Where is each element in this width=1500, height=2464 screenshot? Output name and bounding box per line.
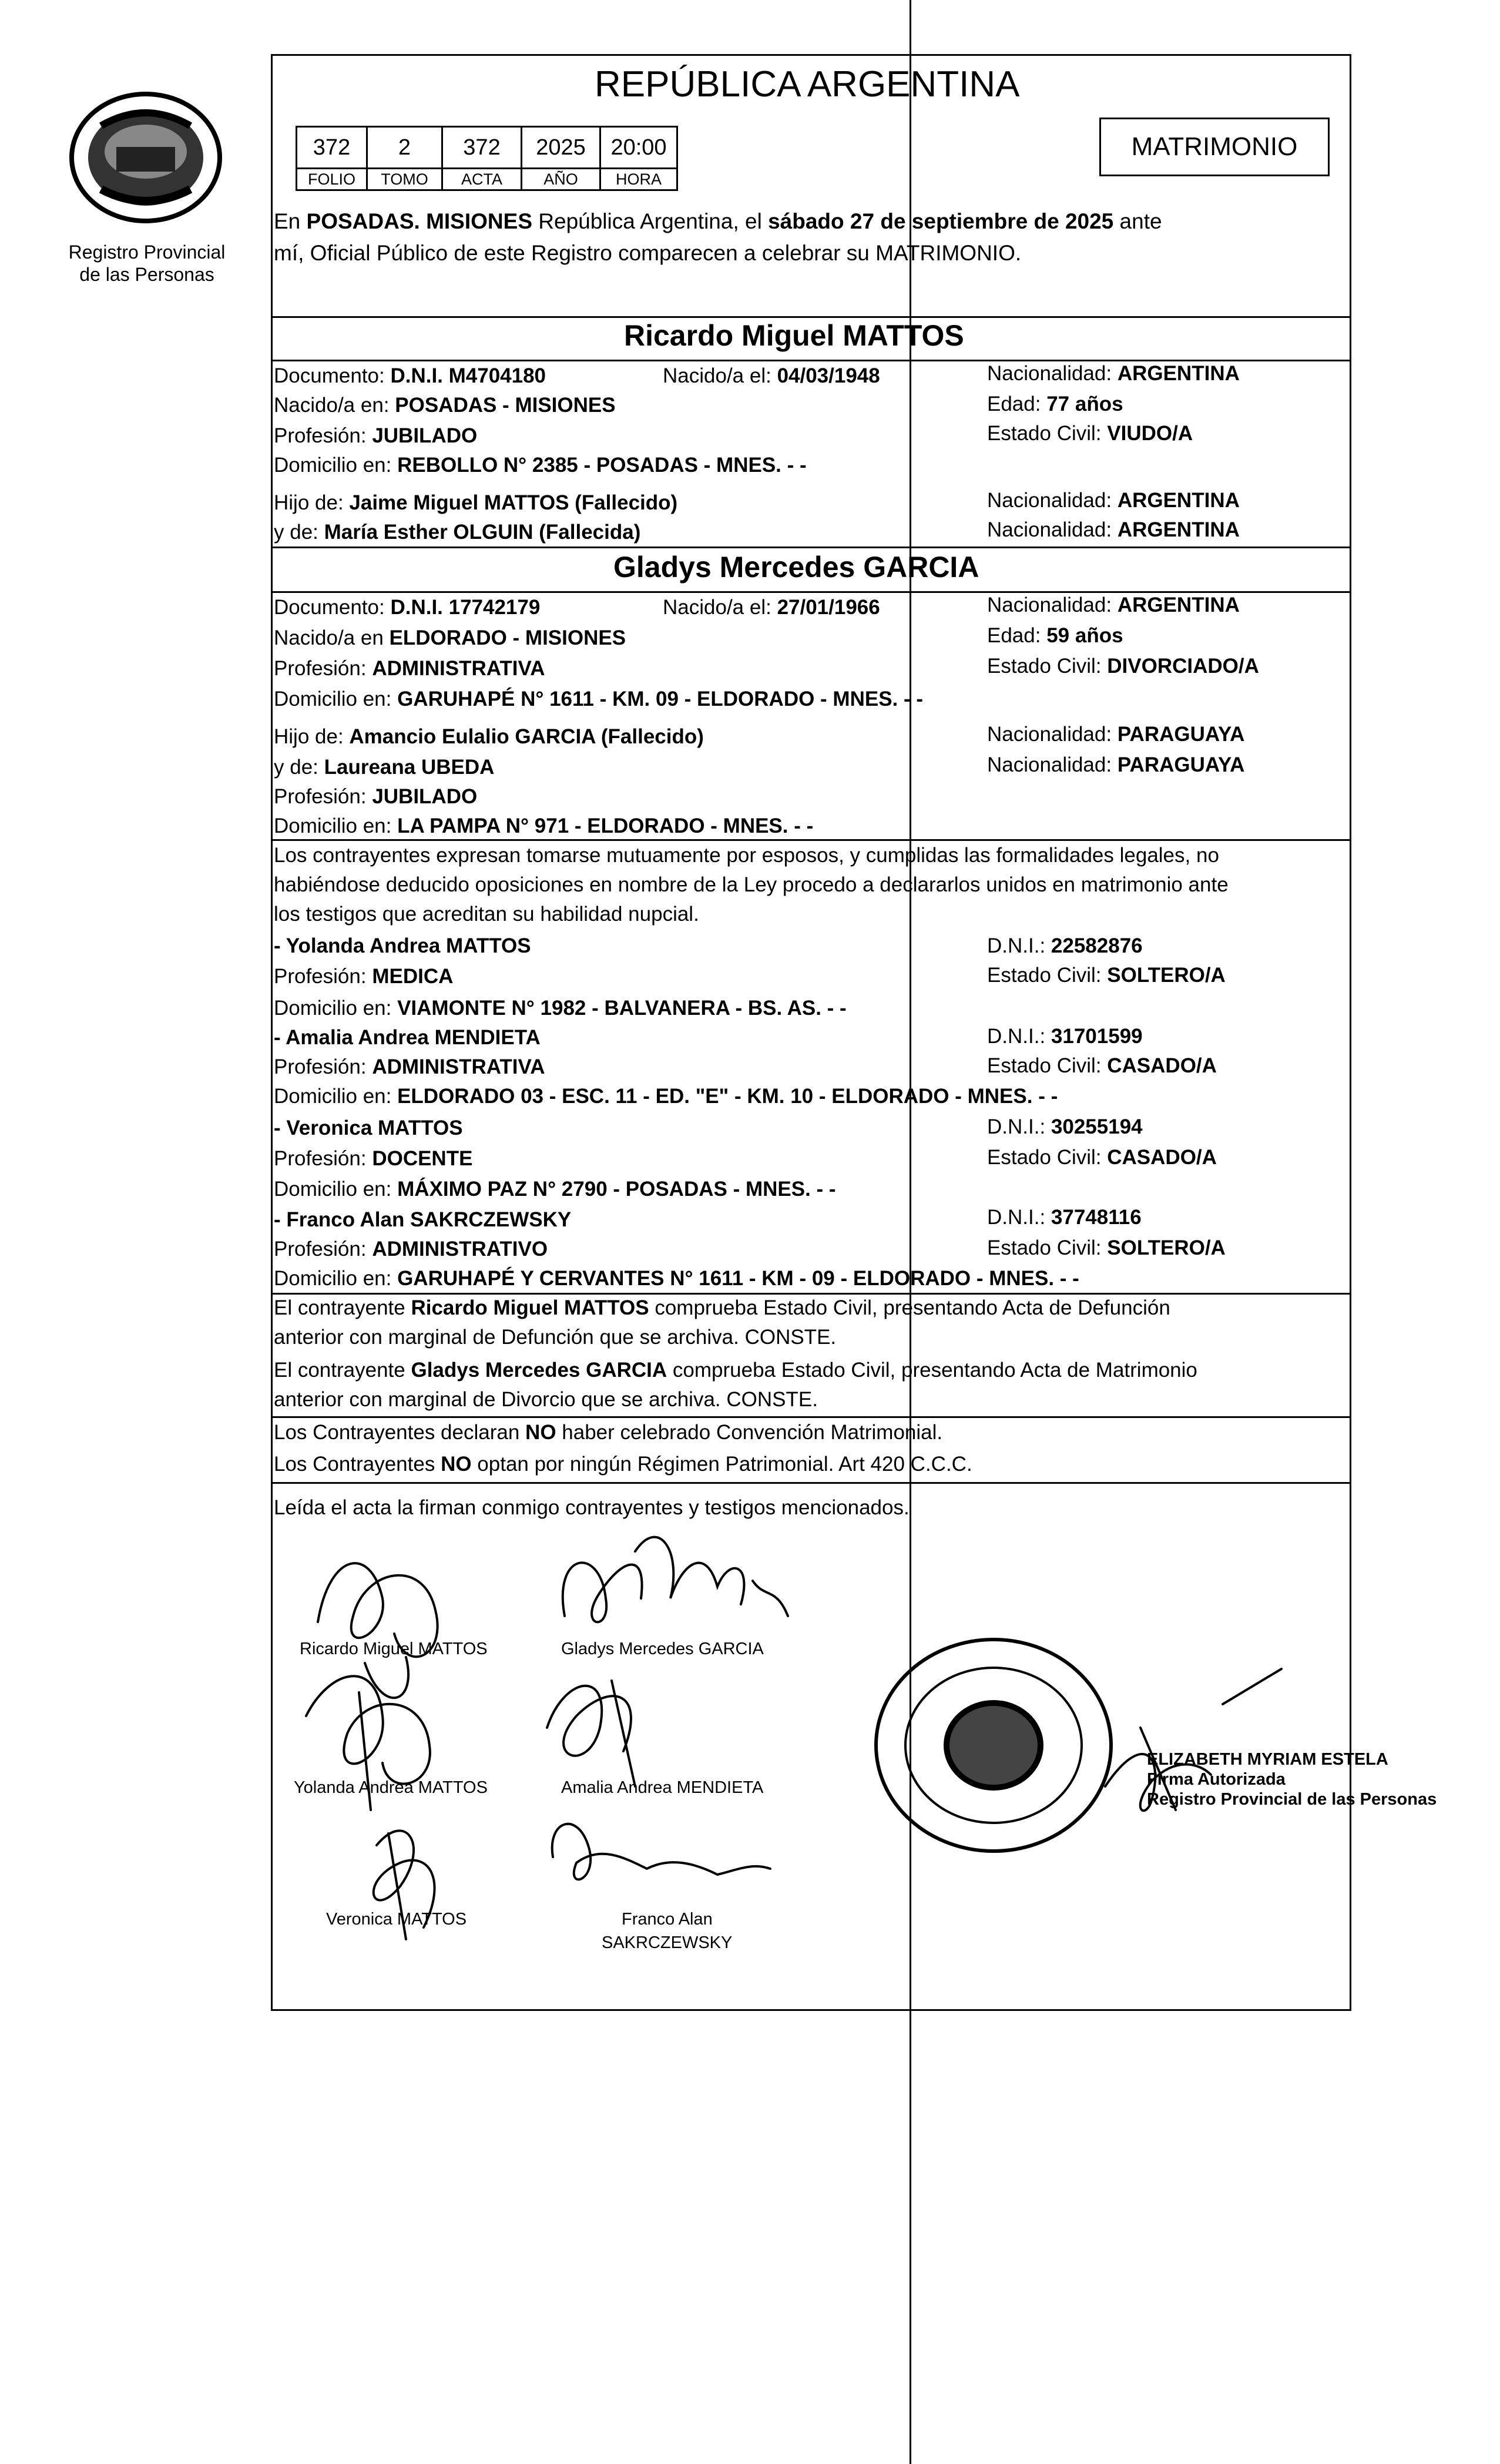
tomo-label: TOMO [367,169,442,190]
official-registry: Registro Provincial de las Personas [1147,1790,1437,1809]
vows-line2: habiéndose deducido oposiciones en nombre de la Ley procedo a declararlos unidos en matrimonio ante [274,873,1229,896]
vows-line3: los testigos que acreditan su habilidad nupcial. [274,903,699,926]
witness2-name: - Amalia Andrea MENDIETA [274,1026,541,1049]
witness2-address: Domicilio en: ELDORADO 03 - ESC. 11 - ED. "E" - KM. 10 - ELDORADO - MNES. - - [274,1085,1058,1108]
signature-groom [318,1563,438,1698]
groom-address: Domicilio en: REBOLLO N° 2385 - POSADAS - MNES. - - [274,454,807,477]
signature-caption-witness4-line2: SAKRCZEWSKY [602,1933,733,1952]
bride-address: Domicilio en: GARUHAPÉ N° 1611 - KM. 09 - ELDORADO - MNES. - - [274,688,924,710]
witness4-address: Domicilio en: GARUHAPÉ Y CERVANTES N° 1611 - KM - 09 - ELDORADO - MNES. - - [274,1267,1079,1290]
anio-value: 2025 [522,127,600,169]
signature-caption-groom: Ricardo Miguel MATTOS [300,1640,488,1658]
scan-vertical-line [910,0,911,2464]
witness1-dni: D.N.I.: 22582876 [987,934,1143,957]
seal-caption-line2: de las Personas [79,264,214,285]
intro-place: POSADAS. MISIONES [306,209,532,233]
acta-value: 372 [442,127,522,169]
bride-father: Hijo de: Amancio Eulalio GARCIA (Fallecido) [274,725,704,748]
provincial-seal [66,89,226,226]
signature-caption-bride: Gladys Mercedes GARCIA [561,1640,764,1658]
groom-age: Edad: 77 años [987,393,1123,415]
witness3-civil-status: Estado Civil: CASADO/A [987,1146,1217,1169]
groom-father-nationality: Nacionalidad: ARGENTINA [987,489,1240,512]
acta-label: ACTA [442,169,522,190]
groom-mother: y de: María Esther OLGUIN (Fallecida) [274,521,641,544]
tomo-value: 2 [367,127,442,169]
bride-nationality: Nacionalidad: ARGENTINA [987,594,1240,616]
hora-label: HORA [600,169,677,190]
hora-value: 20:00 [600,127,677,169]
groom-father: Hijo de: Jaime Miguel MATTOS (Fallecido) [274,491,678,514]
bride-mother: y de: Laureana UBEDA [274,756,495,779]
official-stamp [876,1640,1111,1851]
witness4-profession: Profesión: ADMINISTRATIVO [274,1238,548,1261]
bride-mother-profession: Profesión: JUBILADO [274,785,478,808]
bride-profession: Profesión: ADMINISTRATIVA [274,657,545,680]
witness4-name: - Franco Alan SAKRCZEWSKY [274,1208,572,1231]
witness1-civil-status: Estado Civil: SOLTERO/A [987,964,1226,987]
document-title: REPÚBLICA ARGENTINA [595,64,1020,105]
signature-bride [563,1537,788,1622]
seal-caption-line1: Registro Provincial [68,242,226,263]
bride-birthdate: Nacido/a el: 27/01/1966 [663,596,880,619]
witness1-address: Domicilio en: VIAMONTE N° 1982 - BALVANERA - BS. AS. - - [274,997,847,1020]
witness4-dni: D.N.I.: 37748116 [987,1206,1142,1229]
groom-nationality: Nacionalidad: ARGENTINA [987,362,1240,385]
bride-civil-status: Estado Civil: DIVORCIADO/A [987,655,1259,678]
signature-caption-witness2: Amalia Andrea MENDIETA [561,1778,764,1797]
witness2-profession: Profesión: ADMINISTRATIVA [274,1055,545,1078]
bride-document: Documento: D.N.I. 17742179 [274,596,541,619]
document-type-box: MATRIMONIO [1099,118,1330,176]
seal-caption [35,241,259,286]
status-note-groom-line1: El contrayente Ricardo Miguel MATTOS comprueba Estado Civil, presentando Acta de Defunción [274,1296,1170,1319]
signatures-area [271,1481,1351,2010]
bride-birthplace: Nacido/a en ELDORADO - MISIONES [274,626,626,649]
witness1-name: - Yolanda Andrea MATTOS [274,934,531,957]
signature-caption-witness4-line1: Franco Alan [622,1910,713,1929]
official-authorization: Firma Autorizada [1147,1770,1286,1789]
status-note-groom-line2: anterior con marginal de Defunción que se archiva. CONSTE. [274,1326,837,1349]
intro-line2: mí, Oficial Público de este Registro comparecen a celebrar su MATRIMONIO. [274,241,1022,265]
signature-caption-witness1: Yolanda Andrea MATTOS [294,1778,488,1797]
anio-label: AÑO [522,169,600,190]
bride-father-nationality: Nacionalidad: PARAGUAYA [987,723,1245,746]
witness3-dni: D.N.I.: 30255194 [987,1115,1143,1138]
witness4-civil-status: Estado Civil: SOLTERO/A [987,1236,1226,1259]
bride-name-heading: Gladys Mercedes GARCIA [613,551,979,584]
status-note-bride-line2: anterior con marginal de Divorcio que se archiva. CONSTE. [274,1388,818,1411]
witness2-dni: D.N.I.: 31701599 [987,1025,1143,1048]
groom-document: Documento: D.N.I. M4704180 [274,364,546,387]
groom-name-heading: Ricardo Miguel MATTOS [624,319,964,352]
vows-line1: Los contrayentes expresan tomarse mutuamente por esposos, y cumplidas las formalidades legales, no [274,844,1219,867]
groom-birthdate: Nacido/a el: 04/03/1948 [663,364,880,387]
divider-bride [271,547,1351,548]
signature-witness2 [547,1681,635,1786]
registry-table [296,126,678,191]
intro-line1: En POSADAS. MISIONES República Argentina, el sábado 27 de septiembre de 2025 ante [274,209,1162,233]
witness3-address: Domicilio en: MÁXIMO PAZ N° 2790 - POSADAS - MNES. - - [274,1178,836,1201]
witness3-profession: Profesión: DOCENTE [274,1147,473,1170]
regime-line2: Los Contrayentes NO optan por ningún Régimen Patrimonial. Art 420 C.C.C. [274,1453,972,1476]
groom-profession: Profesión: JUBILADO [274,424,478,447]
signature-witness4 [552,1824,770,1880]
intro-date: sábado 27 de septiembre de 2025 [768,209,1114,233]
groom-birthplace: Nacido/a en: POSADAS - MISIONES [274,394,616,417]
divider-groom [271,316,1351,318]
witness2-civil-status: Estado Civil: CASADO/A [987,1054,1217,1077]
official-name: ELIZABETH MYRIAM ESTELA [1147,1750,1388,1769]
folio-value: 372 [297,127,367,169]
bride-age: Edad: 59 años [987,624,1123,647]
bride-mother-nationality: Nacionalidad: PARAGUAYA [987,753,1245,776]
bride-mother-address: Domicilio en: LA PAMPA N° 971 - ELDORADO - MNES. - - [274,814,814,837]
regime-line1: Los Contrayentes declaran NO haber celebrado Convención Matrimonial. [274,1421,943,1444]
groom-mother-nationality: Nacionalidad: ARGENTINA [987,518,1240,541]
groom-civil-status: Estado Civil: VIUDO/A [987,422,1193,445]
closing-statement: Leída el acta la firman conmigo contrayentes y testigos mencionados. [274,1496,910,1519]
signature-caption-witness3: Veronica MATTOS [326,1910,467,1929]
witness1-profession: Profesión: MEDICA [274,965,454,988]
witness3-name: - Veronica MATTOS [274,1117,463,1139]
folio-label: FOLIO [297,169,367,190]
status-note-bride-line1: El contrayente Gladys Mercedes GARCIA comprueba Estado Civil, presentando Acta de Matrimonio [274,1359,1197,1382]
